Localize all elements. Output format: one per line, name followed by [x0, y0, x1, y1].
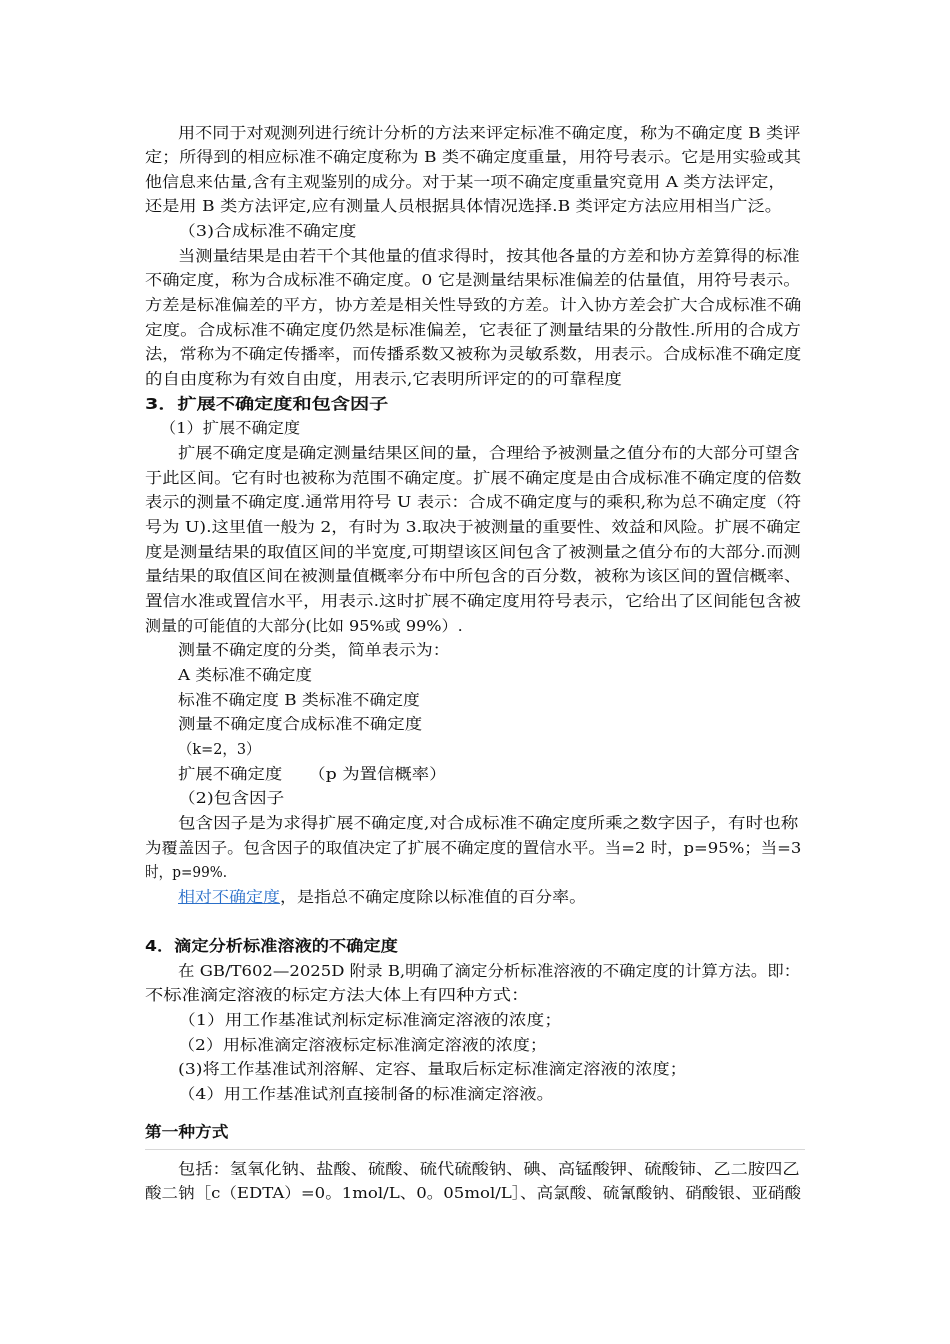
relative-uncertainty-link[interactable]: 相对不确定度	[178, 888, 281, 906]
method-list-item: （4）用工作基准试剂直接制备的标准滴定溶液。	[178, 1085, 554, 1103]
paragraph-line: 在 GB/T602—2025D 附录 B,明确了滴定分析标准溶液的不确定度的计算方法。即：	[178, 962, 801, 980]
paragraph-line: 为覆盖因子。包含因子的取值决定了扩展不确定度的置信水平。当=2 时，p=95%；当=3	[145, 839, 802, 857]
paragraph-line: 他信息来估量,含有主观鉴别的成分。对于某一项不确定度重量究竟用 A 类方法评定，	[145, 173, 786, 191]
paragraph-line: 包括：氢氧化钠、盐酸、硫酸、硫代硫酸钠、碘、高锰酸钾、硫酸铈、乙二胺四乙	[178, 1160, 800, 1178]
paragraph-line: 定度。合成标准不确定度仍然是标准偏差，它表征了测量结果的分散性.所用的合成方	[145, 321, 801, 339]
paragraph-line: 量结果的取值区间在被测量值概率分布中所包含的百分数，被称为该区间的置信概率、	[145, 567, 802, 585]
paragraph-line: 定；所得到的相应标准不确定度称为 B 类不确定度重量，用符号表示。它是用实验或其	[145, 148, 801, 166]
classification-item: A 类标准不确定度	[178, 666, 312, 684]
paragraph-line: 用不同于对观测列进行统计分析的方法来评定标准不确定度，称为不确定度 B 类评	[178, 124, 801, 142]
section-heading: 4．滴定分析标准溶液的不确定度	[145, 937, 398, 955]
paragraph-line: 扩展不确定度是确定测量结果区间的量，合理给予被测量之值分布的大部分可望含	[178, 444, 800, 462]
subsection-heading: （3)合成标准不确定度	[178, 222, 357, 240]
method-list-item: （1）用工作基准试剂标定标准滴定溶液的浓度；	[178, 1011, 562, 1029]
paragraph-line: 测量不确定度的分类，简单表示为：	[178, 641, 450, 659]
paragraph-line: 表示的测量不确定度.通常用符号 U 表示：合成不确定度与的乘积,称为总不确定度（符	[145, 493, 802, 511]
paragraph-line: 度是测量结果的取值区间的半宽度,可期望该区间包含了被测量之值分布的大部分.而测	[145, 543, 801, 561]
paragraph-line: 酸二钠［c（EDTA）=0。1mol/L、0。05mol/L］、高氯酸、硫氰酸钠、硝酸银、亚硝酸	[145, 1184, 802, 1202]
paragraph-text: ，是指总不确定度除以标准值的百分率。	[280, 888, 587, 906]
paragraph-line: 测量的可能值的大部分(比如 95%或 99%）.	[145, 617, 463, 635]
paragraph-line: 置信水准或置信水平，用表示.这时扩展不确定度用符号表示，它给出了区间能包含被	[145, 592, 801, 610]
paragraph-line: 号为 U).这里值一般为 2，有时为 3.取决于被测量的重要性、效益和风险。扩展不确定	[145, 518, 801, 536]
paragraph-line: 的自由度称为有效自由度，用表示,它表明所评定的的可靠程度	[145, 370, 622, 388]
section-heading: 3．扩展不确定度和包含因子	[145, 395, 389, 413]
subsection-heading: （2)包含因子	[178, 789, 285, 807]
method-list-item: (3)将工作基准试剂溶解、定容、量取后标定标准滴定溶液的浓度；	[178, 1060, 687, 1078]
classification-item: 测量不确定度合成标准不确定度	[178, 715, 423, 733]
paragraph-line: 方差是标准偏差的平方，协方差是相关性导致的方差。计入协方差会扩大合成标准不确	[145, 296, 802, 314]
paragraph-line: 法，常称为不确定传播率，而传播系数又被称为灵敏系数，用表示。合成标准不确定度	[145, 345, 802, 363]
paragraph-line	[178, 885, 586, 910]
paragraph-line: 不确定度，称为合成标准不确定度。0 它是测量结果标准偏差的估量值，用符号表示。	[145, 271, 801, 289]
classification-item: 标准不确定度 B 类标准不确定度	[178, 691, 420, 709]
paragraph-line: 不标准滴定溶液的标定方法大体上有四种方式：	[145, 986, 530, 1004]
section-heading: 第一种方式	[145, 1123, 229, 1141]
paragraph-line: 时，p=99%.	[145, 863, 228, 881]
divider	[145, 1149, 805, 1150]
classification-item: 扩展不确定度 （p 为置信概率）	[178, 765, 447, 783]
paragraph-line: 当测量结果是由若干个其他量的值求得时，按其他各量的方差和协方差算得的标准	[178, 247, 800, 265]
subsection-heading: （1）扩展不确定度	[160, 419, 301, 437]
method-list-item: （2）用标准滴定溶液标定标准滴定溶液的浓度；	[178, 1036, 547, 1054]
paragraph-line: 包含因子是为求得扩展不确定度,对合成标准不确定度所乘之数字因子，有时也称	[178, 814, 799, 832]
classification-item: （k=2，3）	[178, 740, 261, 758]
paragraph-line: 还是用 B 类方法评定,应有测量人员根据具体情况选择.B 类评定方法应用相当广泛。	[145, 197, 782, 215]
paragraph-line: 于此区间。它有时也被称为范围不确定度。扩展不确定度是由合成标准不确定度的倍数	[145, 469, 802, 487]
